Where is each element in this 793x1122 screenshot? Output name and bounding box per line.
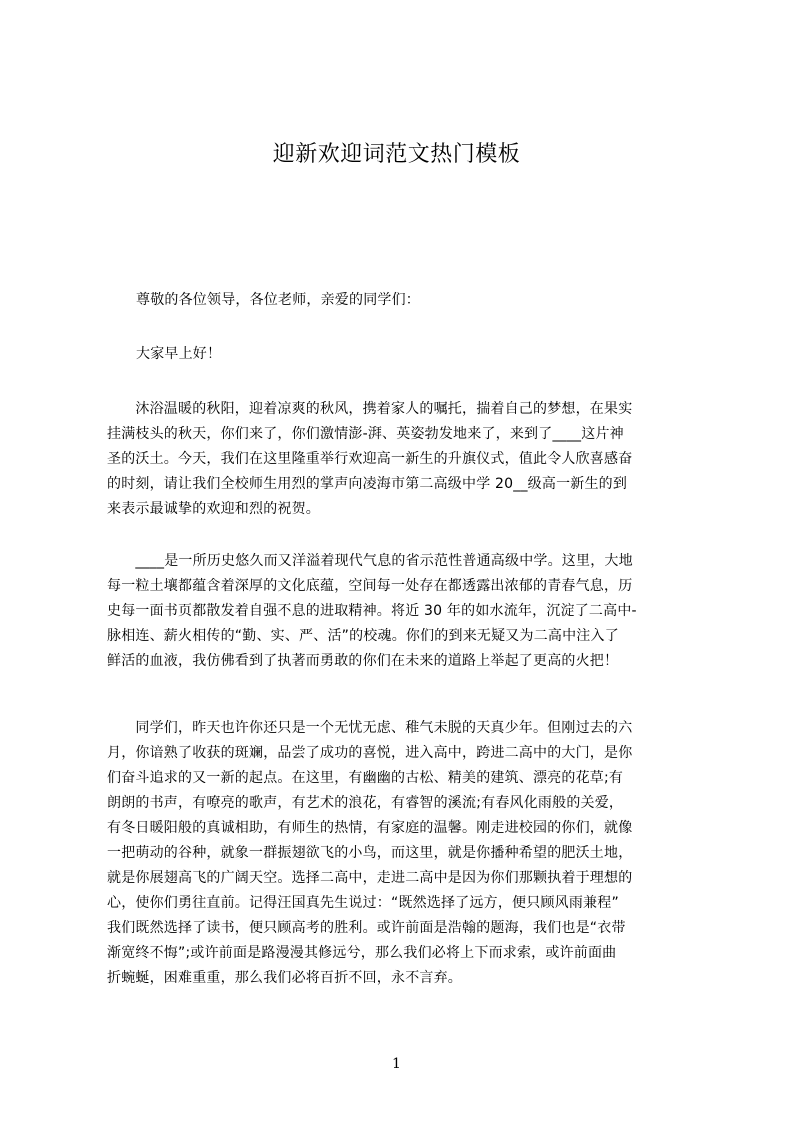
document-title: 迎新欢迎词范文热门模板 [272,142,521,167]
paragraph-line: 我们既然选择了读书，便只顾高考的胜利。或许前面是浩翰的题海，我们也是“衣带 [107,920,626,936]
paragraph-line: 渐宽终不悔”;或许前面是路漫漫其修远兮，那么我们必将上下而求索，或许前面曲 [107,945,617,961]
paragraph-line: 折蜿蜒，困难重重，那么我们必将百折不回，永不言弃。 [107,970,462,986]
body-paragraph-3 [107,716,699,991]
paragraph-line: 鲜活的血液，我仿佛看到了执著而勇敢的你们在未来的道路上举起了更高的火把！ [107,653,619,669]
paragraph-line: 史每一面书页都散发着自强不息的进取精神。将近 30 年的如水流年，沉淀了二高中- [107,603,637,619]
paragraph-line: 有冬日暖阳般的真诚相助，有师生的热情，有家庭的温馨。刚走进校园的你们，就像 [107,820,633,836]
greeting-line: 尊敬的各位领导，各位老师，亲爱的同学们： [136,292,420,308]
body-paragraph-1 [107,397,699,522]
opening-line: 大家早上好！ [136,346,222,362]
paragraph-line: 圣的沃土。今天，我们在这里隆重举行欢迎高一新生的升旗仪式，值此令人欣喜感奋 [107,451,633,467]
paragraph-line: 同学们，昨天也许你还只是一个无忧无虑、稚气未脱的天真少年。但刚过去的六 [107,720,633,736]
page-number: 1 [392,1056,401,1072]
paragraph-line: 来表示最诚挚的欢迎和烈的祝贺。 [107,501,320,517]
paragraph-line: 朗朗的书声，有嘹亮的歌声，有艺术的浪花，有睿智的溪流;有春风化雨般的关爱， [107,795,624,811]
body-paragraph-2 [107,549,699,674]
paragraph-line: 脉相连、薪火相传的“勤、实、严、活”的校魂。你们的到来无疑又为二高中注入了 [107,628,619,644]
opening-paragraph [107,342,699,367]
paragraph-line: 心，使你们勇往直前。记得汪国真先生说过：“既然选择了远方，便只顾风雨兼程” [107,895,619,911]
paragraph-line: ____是一所历史悠久而又洋溢着现代气息的省示范性普通高级中学。这里，大地 [107,553,633,569]
paragraph-line: 就是你展翅高飞的广阔天空。选择二高中，走进二高中是因为你们那颗执着于理想的 [107,870,633,886]
paragraph-line: 们奋斗追求的又一新的起点。在这里，有幽幽的古松、精美的建筑、漂亮的花草;有 [107,770,624,786]
paragraph-line: 一把萌动的谷种，就象一群振翅欲飞的小鸟，而这里，就是你播种希望的肥沃土地， [107,845,633,861]
greeting-paragraph [107,288,699,313]
paragraph-line: 的时刻，请让我们全校师生用烈的掌声向凌海市第二高级中学 20__级高一新生的到 [107,476,628,492]
paragraph-line: 月，你谙熟了收获的斑斓，品尝了成功的喜悦，进入高中，跨进二高中的大门，是你 [107,745,633,761]
paragraph-line: 沐浴温暖的秋阳，迎着凉爽的秋风，携着家人的嘱托，揣着自己的梦想，在果实 [107,401,633,417]
paragraph-line: 每一粒土壤都蕴含着深厚的文化底蕴，空间每一处存在都透露出浓郁的青春气息，历 [107,578,633,594]
paragraph-line: 挂满枝头的秋天，你们来了，你们激情澎-湃、英姿勃发地来了，来到了____这片神 [107,426,624,442]
